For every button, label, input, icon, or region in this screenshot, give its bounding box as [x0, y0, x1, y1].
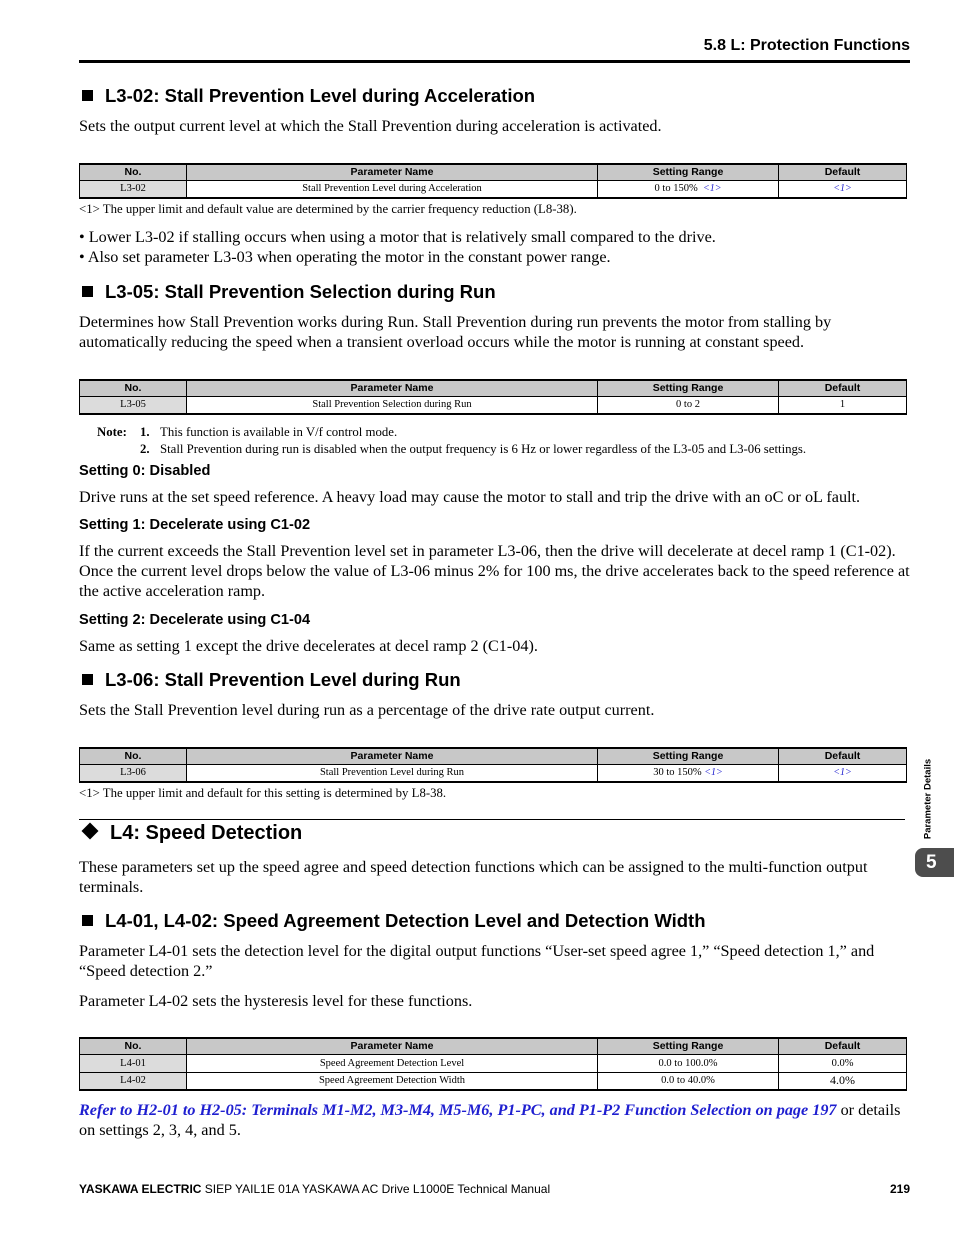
cell-no: L3-05	[80, 396, 187, 414]
col-header-no: No.	[80, 380, 187, 396]
footnote-ref-link[interactable]: <1>	[704, 767, 723, 779]
l3-06-heading	[82, 669, 461, 691]
setting-0-text: Drive runs at the set speed reference. A heavy load may cause the motor to stall and trip the drive with an oC or oL fault.	[79, 488, 861, 506]
col-header-default: Default	[779, 748, 907, 764]
l3-02-heading-text: L3-02: Stall Prevention Level during Acceleration	[105, 85, 536, 106]
footnote-ref-link[interactable]: <1>	[702, 183, 722, 195]
l4-01-description: Parameter L4-01 sets the detection level for the digital output functions “User-set speed agree 1,” “Speed detection 1,” and “Speed detection 2.”	[79, 942, 875, 980]
cross-reference-link[interactable]: Refer to H2-01 to H2-05: Terminals M1-M2, M3-M4, M5-M6, P1-PC, and P1-P2 Function Selection on page 197	[79, 1101, 837, 1119]
l4-parameter-table	[79, 1037, 907, 1091]
range-text: 0 to 150%	[654, 183, 698, 195]
l3-05-description: Determines how Stall Prevention works during Run. Stall Prevention during run prevents the motor from stalling by automatically reducing the speed when a transient overload occurs while the motor is running at constant speed.	[79, 313, 832, 351]
cell-default	[779, 764, 907, 782]
square-bullet-icon	[82, 674, 93, 685]
page-number: 219	[889, 1182, 910, 1196]
col-header-no: No.	[80, 748, 187, 764]
bullet-item: • Lower L3-02 if stalling occurs when using a motor that is relatively small compared to the drive.	[79, 228, 716, 246]
footer-brand: YASKAWA ELECTRIC	[79, 1182, 202, 1196]
l3-02-footnote: <1> The upper limit and default value are determined by the carrier frequency reduction (L8-38).	[79, 202, 577, 216]
cell-name: Stall Prevention Level during Run	[187, 764, 598, 782]
cell-no: L4-01	[80, 1054, 187, 1072]
col-header-name: Parameter Name	[187, 380, 598, 396]
col-header-name: Parameter Name	[187, 164, 598, 180]
l3-06-heading-text: L3-06: Stall Prevention Level during Run	[105, 669, 461, 690]
header-rule	[79, 60, 910, 63]
note-label: Note:	[97, 425, 127, 439]
cell-no: L3-06	[80, 764, 187, 782]
cell-name: Speed Agreement Detection Level	[187, 1054, 598, 1072]
cell-default: 0.0%	[779, 1054, 907, 1072]
table-header-row	[80, 164, 907, 180]
footnote-ref-link[interactable]: <1>	[833, 183, 852, 195]
cell-name: Stall Prevention Level during Acceleration	[187, 180, 598, 198]
table-row	[80, 1054, 907, 1072]
cell-default	[779, 180, 907, 198]
setting-2-text: Same as setting 1 except the drive decelerates at decel ramp 2 (C1-04).	[79, 637, 538, 655]
l3-06-footnote: <1> The upper limit and default for this setting is determined by L8-38.	[79, 786, 447, 800]
l3-02-description: Sets the output current level at which the Stall Prevention during acceleration is activated.	[79, 117, 662, 135]
l3-05-heading	[82, 281, 496, 303]
cell-range	[598, 180, 779, 198]
cell-no: L4-02	[80, 1072, 187, 1090]
col-header-name: Parameter Name	[187, 1038, 598, 1054]
square-bullet-icon	[82, 915, 93, 926]
col-header-no: No.	[80, 164, 187, 180]
setting-0-title: Setting 0: Disabled	[79, 463, 211, 479]
square-bullet-icon	[82, 286, 93, 297]
chapter-side-label	[921, 750, 935, 848]
setting-1-text: If the current exceeds the Stall Prevention level set in parameter L3-06, then the drive will decelerate at decel ramp 1 (C1-02). Once the current level drops below the value of L3-06 minus 2% for 100 ms, the drive accelerates back to the speed reference at the active acceleration ramp.	[79, 542, 910, 600]
table-header-row	[80, 380, 907, 396]
square-bullet-icon	[82, 90, 93, 101]
col-header-default: Default	[779, 380, 907, 396]
footnote-ref-link[interactable]: <1>	[833, 767, 852, 779]
setting-2-title: Setting 2: Decelerate using C1-04	[79, 612, 311, 628]
section-rule	[79, 819, 905, 820]
col-header-default: Default	[779, 1038, 907, 1054]
l3-02-parameter-table	[79, 163, 907, 199]
footer-manual: SIEP YAIL1E 01A YASKAWA AC Drive L1000E Technical Manual	[201, 1182, 551, 1196]
table-row	[80, 764, 907, 782]
cell-no: L3-02	[80, 180, 187, 198]
l4-02-description: Parameter L4-02 sets the hysteresis level for these functions.	[79, 992, 473, 1010]
cell-default: 1	[779, 396, 907, 414]
l3-06-parameter-table	[79, 747, 907, 783]
cross-reference-tail: or details on settings 2, 3, 4, and 5.	[79, 1101, 901, 1139]
note-number: 1.	[140, 425, 150, 439]
l3-06-description: Sets the Stall Prevention level during run as a percentage of the drive rate output current.	[79, 701, 655, 719]
table-row	[80, 396, 907, 414]
diamond-bullet-icon	[82, 823, 99, 840]
range-text: 30 to 150%	[653, 767, 702, 779]
col-header-range: Setting Range	[598, 1038, 779, 1054]
note-text: Stall Prevention during run is disabled when the output frequency is 6 Hz or lower regardless of the L3-05 and L3-06 settings.	[160, 442, 807, 456]
col-header-range: Setting Range	[598, 748, 779, 764]
table-row	[80, 180, 907, 198]
col-header-no: No.	[80, 1038, 187, 1054]
l4-heading	[82, 822, 302, 845]
cell-range: 0.0 to 100.0%	[598, 1054, 779, 1072]
l3-05-heading-text: L3-05: Stall Prevention Selection during Run	[105, 281, 496, 302]
col-header-range: Setting Range	[598, 380, 779, 396]
l4-heading-text: L4: Speed Detection	[110, 822, 303, 844]
chapter-side-label-text: Parameter Details	[922, 758, 934, 840]
l4-01-heading	[82, 910, 706, 932]
cell-default: 4.0%	[779, 1072, 907, 1090]
col-header-range: Setting Range	[598, 164, 779, 180]
cell-range: 0 to 2	[598, 396, 779, 414]
cell-name: Speed Agreement Detection Width	[187, 1072, 598, 1090]
l3-02-heading	[82, 85, 535, 107]
table-header-row	[80, 748, 907, 764]
section-header: 5.8 L: Protection Functions	[703, 37, 910, 54]
l3-05-parameter-table	[79, 379, 907, 415]
bullet-item: • Also set parameter L3-03 when operating the motor in the constant power range.	[79, 248, 611, 266]
l4-01-heading-text: L4-01, L4-02: Speed Agreement Detection Level and Detection Width	[105, 910, 706, 931]
cell-range: 0.0 to 40.0%	[598, 1072, 779, 1090]
cell-range	[598, 764, 779, 782]
table-row	[80, 1072, 907, 1090]
page-footer	[79, 1182, 910, 1196]
chapter-tab[interactable]: 5	[915, 848, 954, 877]
col-header-default: Default	[779, 164, 907, 180]
table-header-row	[80, 1038, 907, 1054]
note-number: 2.	[140, 442, 150, 456]
cross-reference	[79, 1100, 911, 1140]
cell-name: Stall Prevention Selection during Run	[187, 396, 598, 414]
setting-1-title: Setting 1: Decelerate using C1-02	[79, 517, 311, 533]
l4-description: These parameters set up the speed agree and speed detection functions which can be assigned to the multi-function output terminals.	[79, 858, 868, 896]
note-text: This function is available in V/f control mode.	[160, 425, 398, 439]
col-header-name: Parameter Name	[187, 748, 598, 764]
